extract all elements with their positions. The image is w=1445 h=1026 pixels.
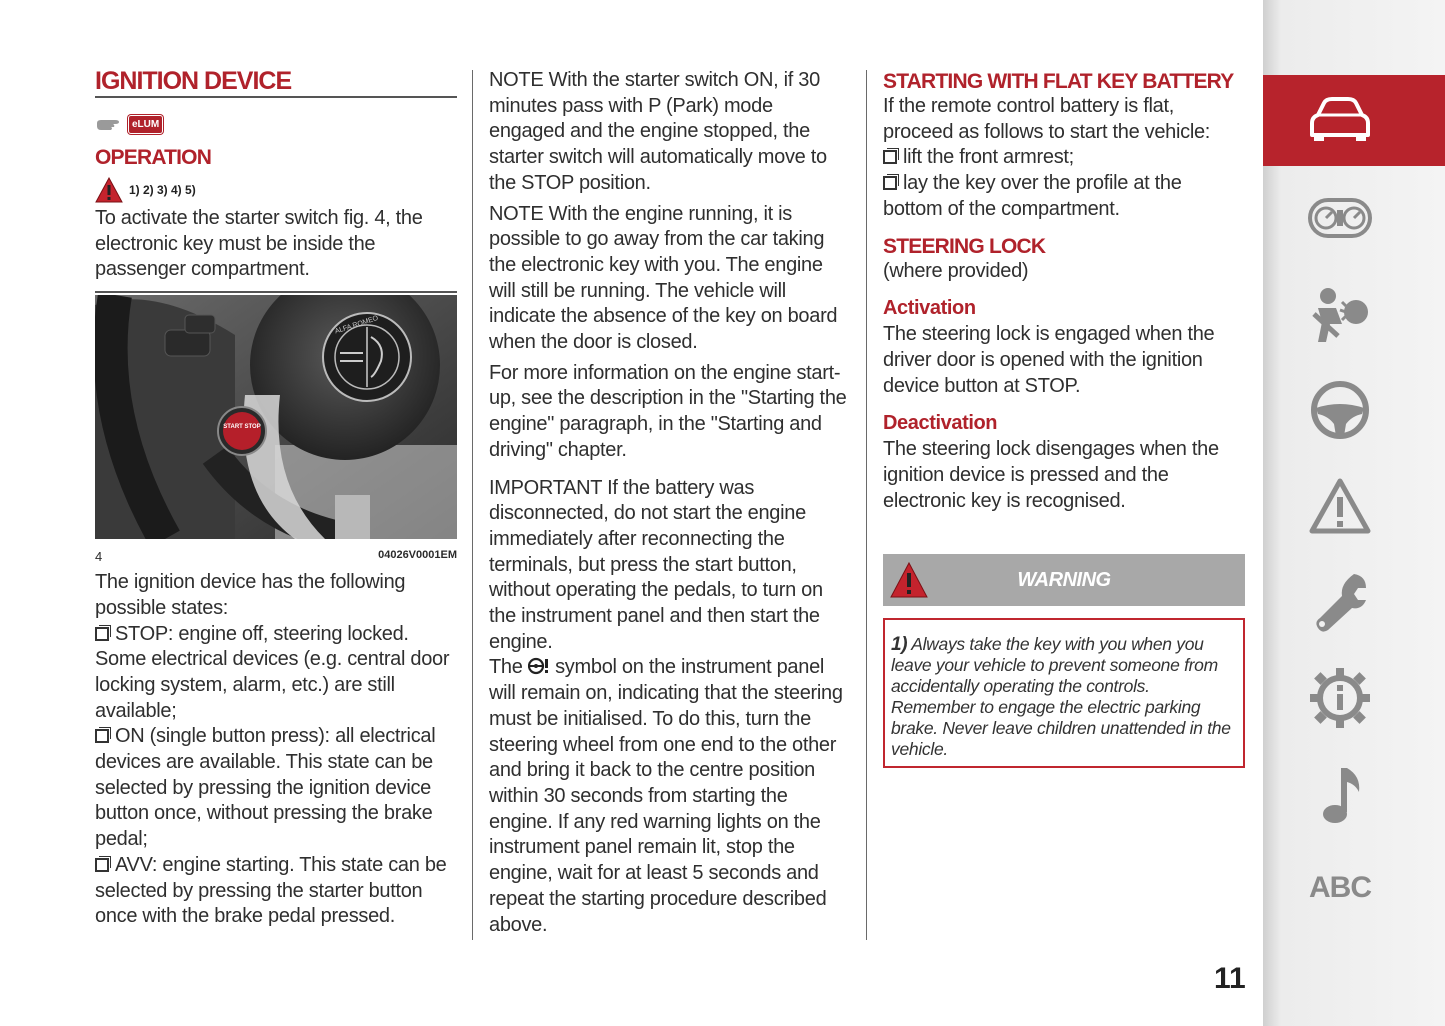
intro-paragraph: To activate the starter switch fig. 4, the electronic key must be inside the passenger compartment.	[95, 207, 423, 281]
checkbox-bullet-icon	[95, 729, 109, 743]
state-avv: AVV: engine starting. This state can be selected by pressing the starter button once with the brake pedal pressed.	[95, 853, 447, 928]
states-intro: The ignition device has the following possible states:	[95, 571, 406, 619]
section-title-ignition-device: IGNITION DEVICE	[95, 67, 292, 95]
instrument-panel-icon[interactable]	[1300, 178, 1380, 258]
flat-battery-heading: STARTING WITH FLAT KEY BATTERY	[883, 70, 1234, 93]
figure-4	[95, 291, 457, 564]
warning-refs-row	[95, 176, 457, 204]
warning-text: 1) Always take the key with you when you leave your vehicle to prevent someone from accidentally operating the controls. Remember to engage the electric parking brake. Never leave children unattended in the vehicle.	[891, 634, 1231, 760]
wrench-icon[interactable]	[1300, 562, 1380, 642]
alphabetical-index-button[interactable]: ABC	[1309, 871, 1371, 904]
steering-lock-sub: (where provided)	[883, 259, 1029, 282]
alfa-romeo-emblem: ALFA ROMEO	[334, 314, 380, 336]
flat-battery-text: If the remote control battery is flat, proceed as follows to start the vehicle:	[883, 95, 1211, 143]
figure-number: 4	[95, 549, 103, 565]
steering-wheel-photo	[95, 295, 457, 539]
column-2	[489, 68, 849, 938]
figure-code: 04026V0001EM	[378, 549, 457, 562]
title-underline	[95, 96, 457, 98]
activation-text: The steering lock is engaged when the driver door is opened with the ignition device button at STOP.	[883, 323, 1215, 397]
column-1	[95, 68, 457, 930]
start-stop-label: START STOP	[223, 424, 261, 431]
operation-heading: OPERATION	[95, 146, 212, 169]
deactivation-heading: Deactivation	[883, 412, 998, 435]
deactivation-text: The steering lock disengages when the ignition device is pressed and the electronic key is recognised.	[883, 438, 1219, 512]
warning-box	[883, 618, 1245, 768]
pointing-hand-icon	[95, 114, 125, 134]
more-info-paragraph: For more information on the engine start-up, see the description in the "Starting the engine" paragraph, in the "Starting and driving" chapter.	[489, 361, 847, 461]
column-divider	[472, 70, 473, 940]
checkbox-bullet-icon	[883, 176, 897, 190]
important-paragraph: IMPORTANT If the battery was disconnected, do not start the engine immediately after reconnecting the terminals, but press the start button, without operating the pedals, to turn on the instrument panel and then start the engine.	[489, 476, 823, 653]
checkbox-bullet-icon	[95, 858, 109, 872]
steering-warning-symbol-icon	[528, 657, 550, 675]
page-number: 11	[1214, 962, 1246, 995]
column-divider	[866, 70, 867, 940]
note-engine-running: NOTE With the engine running, it is possible to go away from the car taking the electronic key with you. The engine will still be running. The vehicle will indicate the absence of the key on board when the door is closed.	[489, 202, 838, 354]
airbag-safety-icon[interactable]	[1300, 274, 1380, 354]
music-note-icon[interactable]	[1300, 754, 1380, 834]
activation-heading: Activation	[883, 297, 976, 320]
warning-title: WARNING	[1017, 568, 1111, 591]
steering-symbol-paragraph: The symbol on the instrument panel will remain on, indicating that the steering must be initialised. To do this, turn the steering wheel from one end to the other and bring it back to the centre position within 30 seconds from starting the engine. If any red warning lights on the instrument panel remain lit, stop the engine, wait for at least 5 seconds and repeat the starting procedure described above.	[489, 656, 843, 936]
checkbox-bullet-icon	[883, 150, 897, 164]
warning-references: 1) 2) 3) 4) 5)	[129, 183, 196, 197]
flat-step-2: lay the key over the profile at the bottom of the compartment.	[883, 172, 1182, 220]
car-icon[interactable]	[1300, 80, 1380, 160]
warning-triangle-icon	[889, 561, 929, 599]
elum-indicator	[95, 112, 457, 136]
steering-lock-heading: STEERING LOCK	[883, 234, 1046, 258]
warning-header	[883, 554, 1245, 606]
state-on: ON (single button press): all electrical devices are available. This state can be selected by pressing the ignition device button once, without pressing the brake pedal;	[95, 725, 436, 851]
column-3	[883, 68, 1245, 768]
figure-caption	[95, 549, 457, 564]
warning-triangle-icon	[95, 177, 123, 203]
technical-data-gear-icon[interactable]	[1300, 658, 1380, 738]
state-stop: STOP: engine off, steering locked. Some electrical devices (e.g. central door locking system, alarm, etc.) are still available;	[95, 622, 450, 722]
warning-triangle-icon[interactable]	[1300, 466, 1380, 546]
steering-wheel-icon[interactable]	[1300, 370, 1380, 450]
flat-step-1: lift the front armrest;	[883, 145, 1245, 171]
elum-badge: eLUM	[129, 116, 162, 133]
note-starter-switch: NOTE With the starter switch ON, if 30 minutes pass with P (Park) mode engaged and the engine stopped, the starter switch will automatically move to the STOP position.	[489, 69, 827, 194]
checkbox-bullet-icon	[95, 627, 109, 641]
